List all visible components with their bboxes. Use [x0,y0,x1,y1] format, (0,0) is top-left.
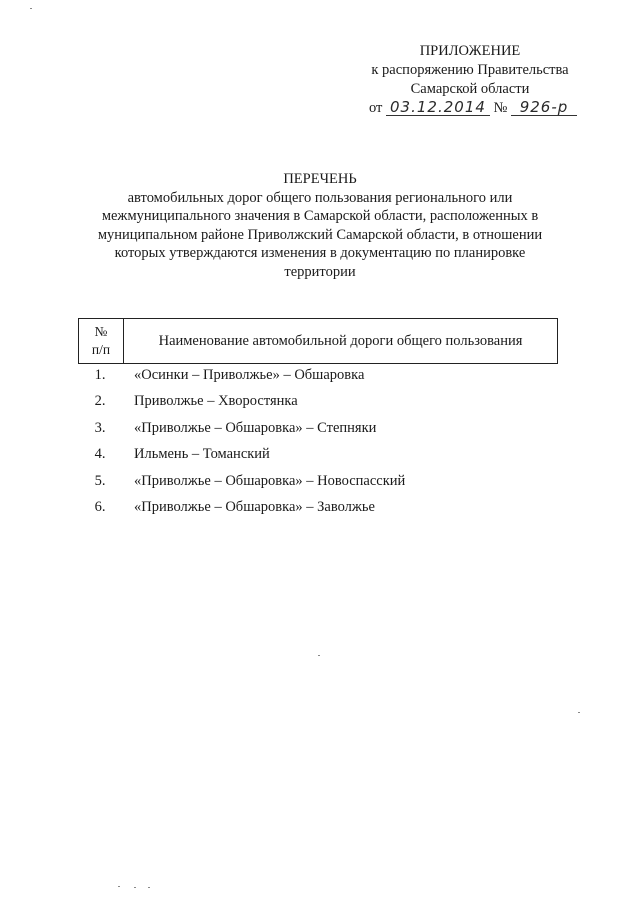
scan-speck [148,887,150,888]
appendix-block [330,42,610,118]
row-number: 4. [94,446,106,463]
row-number: 3. [94,419,106,436]
road-name: «Приволжье – Обшаровка» – Заволжье [134,499,375,516]
scan-speck [118,886,120,887]
roads-list [78,362,558,521]
roads-table-header [78,318,558,364]
list-description: автомобильных дорог общего пользования регионального или межмуниципального значения в Самарской области, расположенных в муниципальном районе Приволжский Самарской области, в отношении которых утверждаются изменения в документацию по планировке территории [97,189,543,280]
row-number: 1. [94,366,106,383]
list-heading: ПЕРЕЧЕНЬ [283,171,357,187]
road-name: Ильмень – Томанский [134,446,270,463]
document-title [80,170,560,281]
table-row [78,415,558,442]
road-name: «Приволжье – Обшаровка» – Степняки [134,419,377,436]
table-row [78,362,558,389]
road-name: «Приволжье – Обшаровка» – Новоспасский [134,472,406,489]
header-name-cell: Наименование автомобильной дороги общего пользования [158,332,523,349]
appendix-line-2: Самарской области [410,81,530,97]
table-row [78,442,558,469]
number-label: № [493,100,508,116]
order-number: 926-р [511,99,577,116]
header-number-top: № [94,324,108,339]
from-label: от [368,100,383,116]
road-name: «Осинки – Приволжье» – Обшаровка [134,366,365,383]
appendix-line-1: к распоряжению Правительства [371,62,569,78]
scan-speck [30,8,32,9]
header-number-bottom: п/п [91,342,111,357]
scan-speck [134,887,136,888]
order-reference [336,99,610,118]
scan-speck [578,712,580,713]
table-header-row [78,318,558,364]
road-name: Приволжье – Хворостянка [134,393,298,410]
row-number: 2. [94,393,106,410]
appendix-title: ПРИЛОЖЕНИЕ [419,43,521,59]
scan-speck [318,655,320,656]
table-row [78,389,558,416]
order-date: 03.12.2014 [386,99,490,116]
row-number: 6. [94,499,106,516]
table-row [78,468,558,495]
header-number-cell [79,319,124,363]
table-row [78,495,558,522]
row-number: 5. [94,472,106,489]
